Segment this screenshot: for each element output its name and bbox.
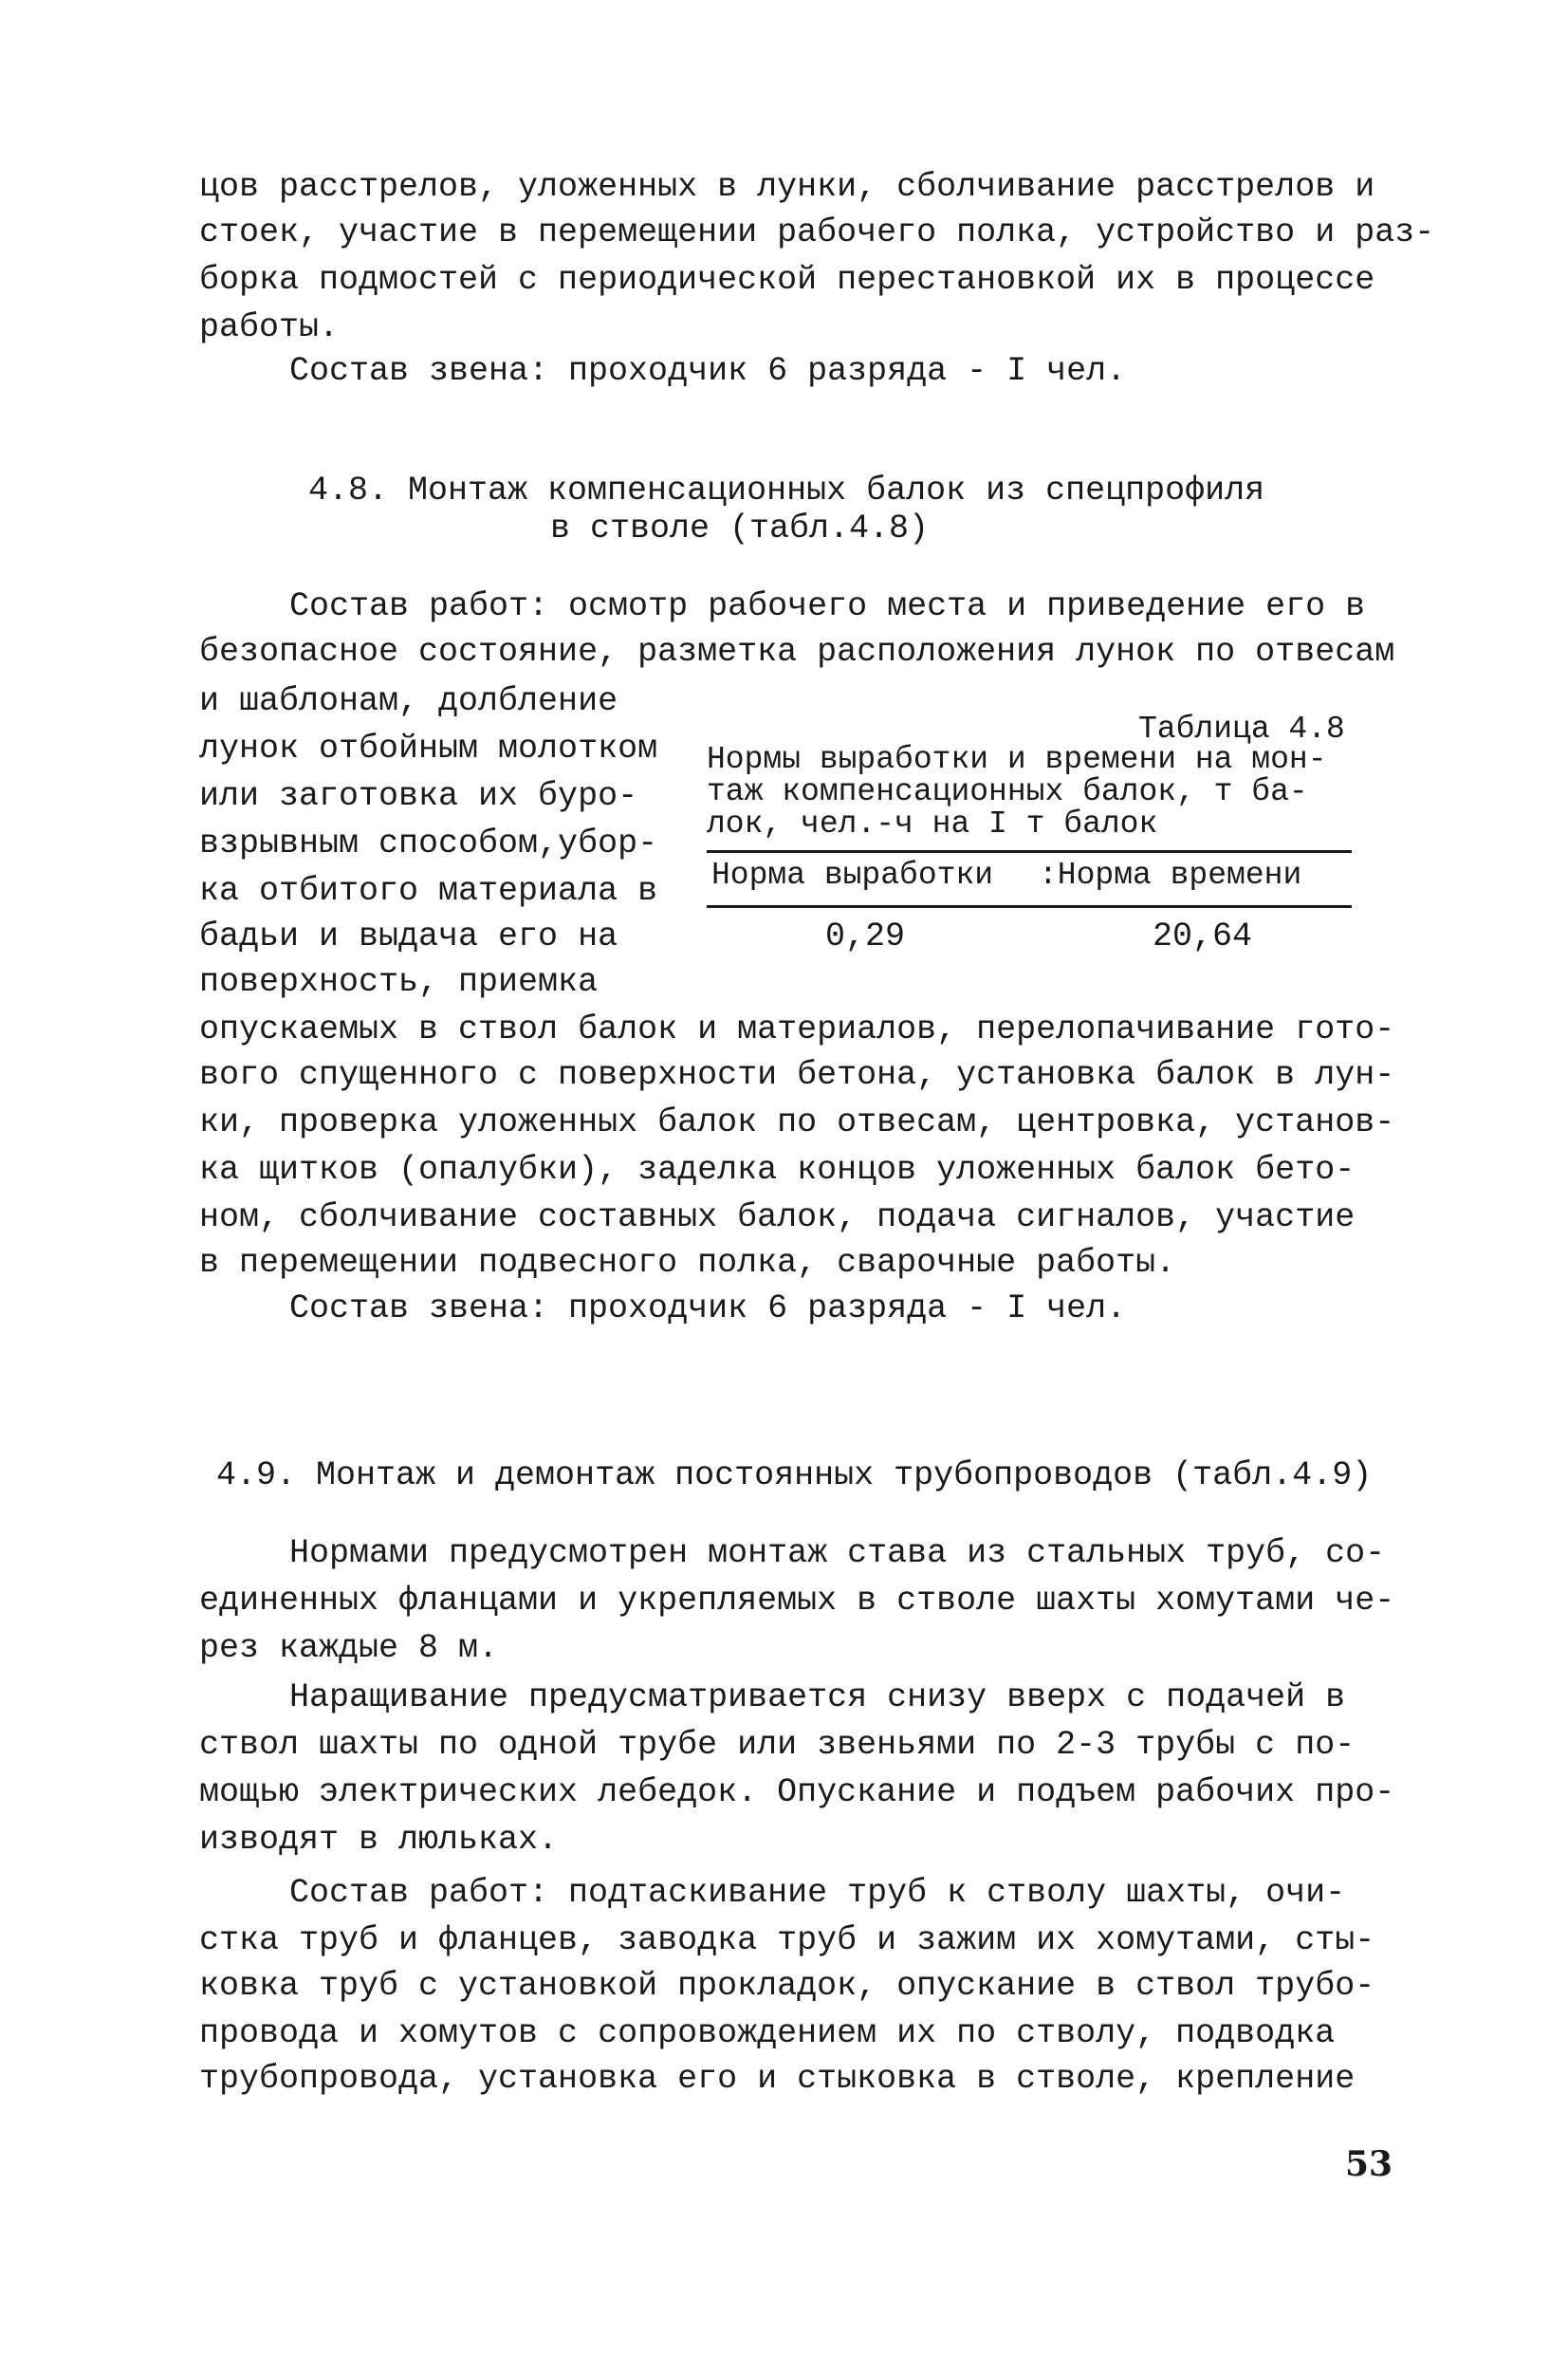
- table-col-header: Норма выработки: [711, 858, 994, 893]
- section-heading: 4.9. Монтаж и демонтаж постоянных трубопроводов (табл.4.9): [216, 1456, 1373, 1494]
- table-cell: 20,64: [1153, 917, 1253, 955]
- text-line: провода и хомутов с сопровождением их по стволу, подводка: [199, 2014, 1336, 2052]
- text-line: мощью электрических лебедок. Опускание и подъем рабочих про-: [199, 1773, 1395, 1811]
- text-line: Состав работ: подтаскивание труб к стволу шахты, очи-: [289, 1874, 1346, 1912]
- table-title: Нормы выработки и времени на мон-: [707, 742, 1327, 777]
- text-line: ном, сболчивание составных балок, подача сигналов, участие: [199, 1198, 1356, 1236]
- text-line: стка труб и фланцев, заводка труб и зажим их хомутами, сты-: [199, 1921, 1375, 1959]
- page-number: 53: [1345, 2144, 1393, 2184]
- staff-composition: Состав звена: проходчик 6 разряда - I чел.: [289, 352, 1127, 390]
- text-line: Наращивание предусматривается снизу вверх с подачей в: [289, 1678, 1346, 1716]
- text-line: ки, проверка уложенных балок по отвесам, центровка, установ-: [199, 1103, 1395, 1141]
- text-line: борка подмостей с периодической перестановкой их в процессе: [199, 261, 1375, 299]
- table-rule-header: [707, 905, 1352, 908]
- text-line: Состав работ: осмотр рабочего места и приведение его в: [289, 587, 1366, 625]
- text-line: или заготовка их буро-: [199, 777, 638, 815]
- text-line: ка щитков (опалубки), заделка концов уложенных балок бето-: [199, 1151, 1356, 1189]
- text-line: лунок отбойным молотком: [199, 730, 658, 768]
- text-line: опускаемых в ствол балок и материалов, перелопачивание гото-: [199, 1010, 1395, 1048]
- text-line: Нормами предусмотрен монтаж става из стальных труб, со-: [289, 1534, 1386, 1572]
- text-line: вого спущенного с поверхности бетона, установка балок в лун-: [199, 1056, 1395, 1094]
- text-line: взрывным способом,убор-: [199, 824, 658, 862]
- table-title: лок, чел.-ч на I т балок: [707, 806, 1158, 842]
- text-line: в перемещении подвесного полка, сварочные работы.: [199, 1244, 1176, 1282]
- text-line: безопасное состояние, разметка расположения лунок по отвесам: [199, 633, 1395, 671]
- text-line: ствол шахты по одной трубе или звеньями по 2-3 трубы с по-: [199, 1726, 1356, 1764]
- text-line: единенных фланцами и укрепляемых в стволе шахты хомутами че-: [199, 1582, 1395, 1620]
- text-line: трубопровода, установка его и стыковка в стволе, крепление: [199, 2060, 1356, 2098]
- section-heading-cont: в стволе (табл.4.8): [550, 510, 930, 547]
- text-line: работы.: [199, 308, 340, 346]
- table-cell: 0,29: [825, 917, 906, 955]
- staff-composition: Состав звена: проходчик 6 разряда - I чел.: [289, 1289, 1127, 1327]
- section-heading: 4.8. Монтаж компенсационных балок из спецпрофиля: [308, 472, 1265, 510]
- text-line: цов расстрелов, уложенных в лунки, сболчивание расстрелов и: [199, 168, 1375, 206]
- text-line: стоек, участие в перемещении рабочего полка, устройство и раз-: [199, 213, 1435, 251]
- text-line: поверхность, приемка: [199, 963, 599, 1001]
- text-line: рез каждые 8 м.: [199, 1629, 499, 1667]
- text-line: ковка труб с установкой прокладок, опускание в ствол трубо-: [199, 1967, 1375, 2005]
- text-line: бадьи и выдача его на: [199, 917, 618, 955]
- table-label: Таблица 4.8: [1138, 712, 1345, 747]
- table-title: таж компенсационных балок, т ба-: [707, 774, 1308, 809]
- text-line: изводят в люльках.: [199, 1821, 559, 1859]
- table-rule-top: [707, 850, 1352, 853]
- text-line: и шаблонам, долбление: [199, 682, 618, 720]
- table-col-header: :Норма времени: [1039, 858, 1302, 893]
- text-line: ка отбитого материала в: [199, 872, 658, 910]
